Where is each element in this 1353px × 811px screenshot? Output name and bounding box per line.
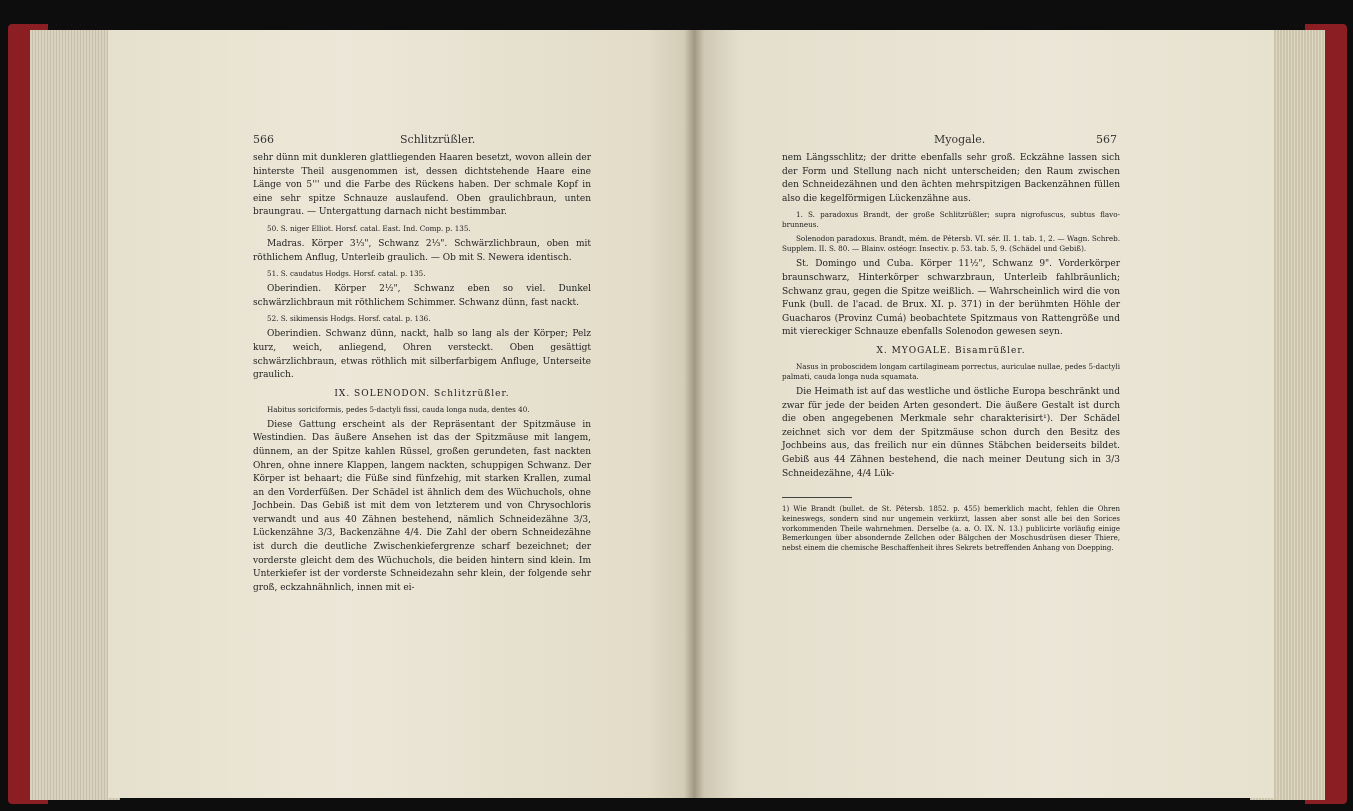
paragraph: St. Domingo und Cuba. Körper 11½", Schwanz 9". Vorderkörper braunschwarz, Hinterkörper schwarzbraun, Unterleib fahlbräunlich; Schwanz grau, gegen die Spitze weißlich. — Wahrscheinlich wird die von Funk (bull. de l'acad. de Brux. XI. p. 371) in der berühmten Höhle der Guacharos (Provinz Cumá) beobachtete Spitzmaus von Rattengröße und mit viereckiger Schnauze ebenfalls Solenodon gewesen seyn. [782, 259, 1120, 338]
footnote-rule [782, 497, 852, 498]
right-page [694, 30, 1274, 798]
paragraph: sehr dünn mit dunkleren glattliegenden Haaren besetzt, wovon allein der hinterste Theil ausgenommen ist, dessen dichtstehende Haare eine Länge von 5''' und die Farbe des Rückens haben. Der schmale Kopf in eine sehr spitze Schnauze auslaufend. Oben graulichbraun, unten braungrau. — Untergattung darnach nicht bestimmbar. [253, 153, 591, 218]
paragraph: Die Heimath ist auf das westliche und östliche Europa beschränkt und zwar für jede der beiden Arten gesondert. Die äußere Gestalt ist durch die oben angegebenen Merkmale sehr charakterisirt¹). Der Schädel zeichnet sich vor dem der Spitzmäuse schon durch den Besitz des Jochbeins aus, das freilich nur ein dünnes Stäbchen beiderseits bildet. Gebiß aus 44 Zähnen bestehend, die nach meiner Deutung sich in 3/3 Schneidezähne, 4/4 Lük- [782, 386, 1120, 479]
synonymy: Solenodon paradoxus. Brandt, mém. de Pétersb. VI. sér. II. 1. tab. 1, 2. — Wagn. Schreb. Supplem. II. S. 80. — Blainv. ostéogr. Insectiv. p. 53. tab. 5, 9. (Schädel und Gebiß). [782, 234, 1120, 254]
right-text-column [782, 152, 1120, 561]
book-gutter [684, 30, 704, 798]
paragraph: Oberindien. Schwanz dünn, nackt, halb so lang als der Körper; Pelz kurz, weich, anliegend, Ohren versteckt. Oben gesättigt schwärzlichbraun, etwas röthlich mit silberfarbigem Anfluge, Unterseite graulich. [253, 329, 591, 381]
species-heading: 52. S. sikimensis Hodgs. Horsf. catal. p. 136. [267, 314, 431, 324]
latin-diagnosis: Habitus soriciformis, pedes 5-dactyli fissi, cauda longa nuda, dentes 40. [267, 404, 530, 414]
footnote: 1) Wie Brandt (bullet. de St. Pétersb. 1852. p. 455) bemerklich macht, fehlen die Ohren keineswegs, sondern sind nur ungemein verkürzt, lassen aber sonst alle bei den Sorices vorkommenden Theile wahrnehmen. Derselbe (a. a. O. IX. N. 13.) publicirte vorläufig einige Bemerkungen über absondernde Zellchen oder Bälgchen der Moschusdrüsen dieser Thiere, nebst einem die chemische Beschaffenheit ihres Sekrets betreffenden Anhang von Doepping. [782, 505, 1120, 553]
left-page-edges [30, 30, 120, 800]
species-heading: 51. S. caudatus Hodgs. Horsf. catal. p. 135. [267, 269, 426, 279]
paragraph: Madras. Körper 3⅓", Schwanz 2⅓". Schwärzlichbraun, oben mit röthlichem Anflug, Unterleib graulich. — Ob mit S. Newera identisch. [253, 238, 591, 263]
species-heading: 1. S. paradoxus Brandt, der große Schlitzrüßler; supra nigrofuscus, subtus flavo-brunneus. [782, 210, 1120, 230]
paragraph: Oberindien. Körper 2½", Schwanz eben so viel. Dunkel schwärzlichbraun mit röthlichem Schimmer. Schwanz dünn, fast nackt. [253, 284, 591, 308]
left-running-head: Schlitzrüßler. [400, 133, 476, 146]
left-text-column [253, 152, 591, 599]
left-page-number: 566 [253, 133, 274, 146]
species-heading: 50. S. niger Elliot. Horsf. catal. East. Ind. Comp. p. 135. [267, 223, 471, 233]
section-heading: X. MYOGALE. Bisamrüßler. [876, 345, 1026, 356]
section-heading: IX. SOLENODON. Schlitzrüßler. [334, 388, 510, 399]
latin-diagnosis: Nasus in proboscidem longam cartilagineam porrectus, auriculae nullae, pedes 5-dactyli palmati, cauda longa nuda squamata. [782, 361, 1120, 381]
paragraph: Diese Gattung erscheint als der Repräsentant der Spitzmäuse in Westindien. Das äußere Ansehen ist das der Spitzmäuse mit langem, dünnem, an der Spitze kahlen Rüssel, großen gerundeten, fast nackten Ohren, ohne innere Klappen, langem nackten, schuppigen Schwanz. Der Körper ist behaart; die Füße sind fünfzehig, mit starken Krallen, zumal an den Vorderfüßen. Der Schädel ist ähnlich dem des Wüchuchols, ohne Jochbein. Das Gebiß ist mit dem von letzterem und von Chrysochloris verwandt und aus 40 Zähnen bestehend, nämlich Schneidezähne 3/3, Lückenzähne 3/3, Backenzähne 4/4. Die Zahl der obern Schneidezähne ist durch die deutliche Zwischenkiefergrenze scharf bezeichnet; der vorderste gleicht dem des Wüchuchols, die beiden hintern sind klein. Im Unterkiefer ist der vorderste Schneidezahn sehr klein, der folgende sehr groß, eckzahnähnlich, innen mit ei- [253, 419, 591, 593]
left-page [108, 30, 694, 798]
right-page-number: 567 [1096, 133, 1117, 146]
right-running-head: Myogale. [934, 133, 986, 146]
paragraph: nem Längsschlitz; der dritte ebenfalls sehr groß. Eckzähne lassen sich der Form und Stellung nach nicht unterscheiden; den Raum zwischen den Schneidezähnen und den ächten mehrspitzigen Backenzähnen füllen also die kegelförmigen Lückenzähne aus. [782, 153, 1120, 204]
